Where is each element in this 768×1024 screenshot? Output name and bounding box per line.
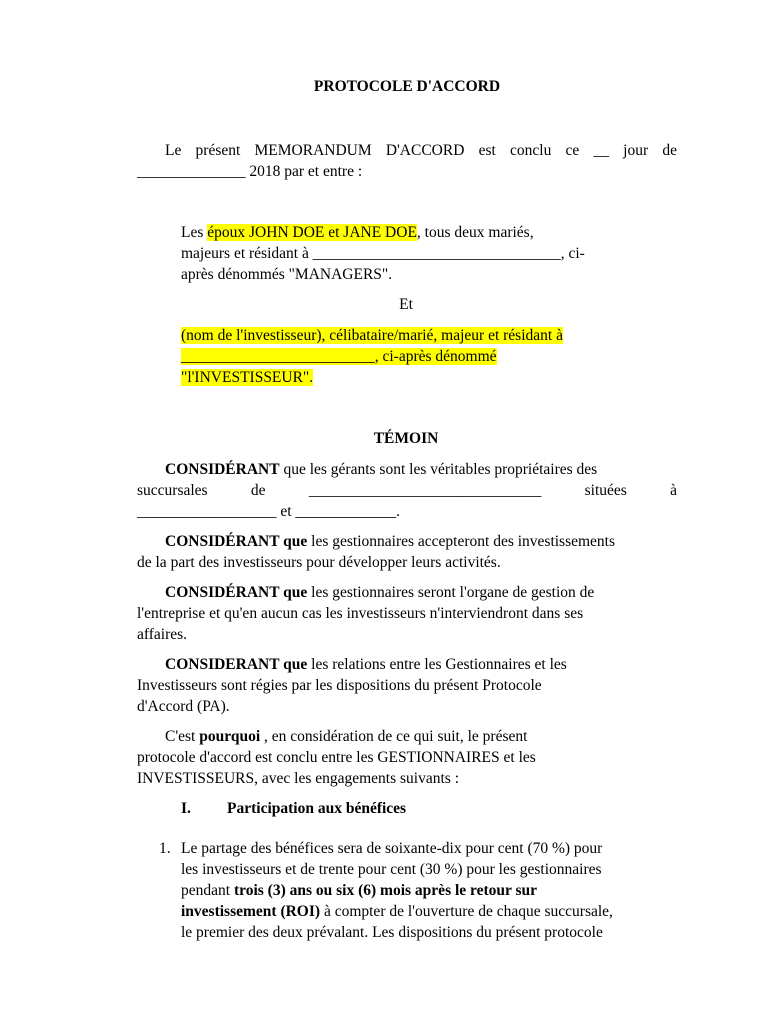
c1-line-3: __________________ et _____________.	[137, 503, 401, 520]
c4-line-2: Investisseurs sont régies par les dispositions du présent Protocole	[137, 677, 542, 694]
c1-line-2: succursales de ______________________________ situées à	[137, 482, 677, 499]
intro-line-2: ______________ 2018 par et entre :	[137, 163, 363, 180]
c2-line-2: de la part des investisseurs pour développer leurs activités.	[137, 554, 501, 571]
c4-line-3: d'Accord (PA).	[137, 698, 230, 715]
item-number: 1.	[159, 840, 171, 857]
temoin-heading: TÉMOIN	[373, 430, 439, 447]
item1-line-3: pendant trois (3) ans ou six (6) mois après le retour sur	[181, 882, 538, 899]
party2-line-2: _________________________, ci-après dénommé	[181, 348, 497, 365]
c5-line-2: protocole d'accord est conclu entre les GESTIONNAIRES et les	[137, 749, 536, 766]
c1-line-1: CONSIDÉRANT que les gérants sont les véritables propriétaires des	[165, 461, 598, 478]
section-number: I.	[181, 800, 191, 817]
party1-line-3: après dénommés "MANAGERS".	[181, 266, 393, 283]
party1-line-2: majeurs et résidant à ________________________________, ci-	[181, 245, 585, 262]
item1-line-4: investissement (ROI) à compter de l'ouverture de chaque succursale,	[181, 903, 613, 920]
c5-line-3: INVESTISSEURS, avec les engagements suivants :	[137, 770, 460, 787]
party2-line-3: "l'INVESTISSEUR".	[181, 369, 314, 386]
section-title: Participation aux bénéfices	[227, 800, 407, 817]
party1-line-1: Les époux JOHN DOE et JANE DOE, tous deux mariés,	[181, 224, 534, 241]
party2-line-1: (nom de l'investisseur), célibataire/marié, majeur et résidant à	[181, 327, 563, 344]
et-label: Et	[399, 296, 413, 313]
document-title: PROTOCOLE D'ACCORD	[313, 78, 501, 95]
c5-line-1: C'est pourquoi , en considération de ce qui suit, le présent	[165, 728, 528, 745]
c3-line-3: affaires.	[137, 626, 188, 643]
c2-line-1: CONSIDÉRANT que les gestionnaires accepteront des investissements	[165, 533, 616, 550]
highlighted-names: époux JOHN DOE et JANE DOE	[207, 224, 417, 241]
c3-line-2: l'entreprise et qu'en aucun cas les investisseurs n'interviendront dans ses	[137, 605, 584, 622]
item1-line-1: Le partage des bénéfices sera de soixante-dix pour cent (70 %) pour	[181, 840, 603, 857]
item1-line-2: les investisseurs et de trente pour cent (30 %) pour les gestionnaires	[181, 861, 602, 878]
c3-line-1: CONSIDÉRANT que les gestionnaires seront l'organe de gestion de	[165, 584, 595, 601]
intro-line-1: Le présent MEMORANDUM D'ACCORD est conclu ce __ jour de	[165, 142, 677, 159]
c4-line-1: CONSIDERANT que les relations entre les Gestionnaires et les	[165, 656, 567, 673]
item1-line-5: le premier des deux prévalant. Les dispositions du présent protocole	[181, 924, 603, 941]
